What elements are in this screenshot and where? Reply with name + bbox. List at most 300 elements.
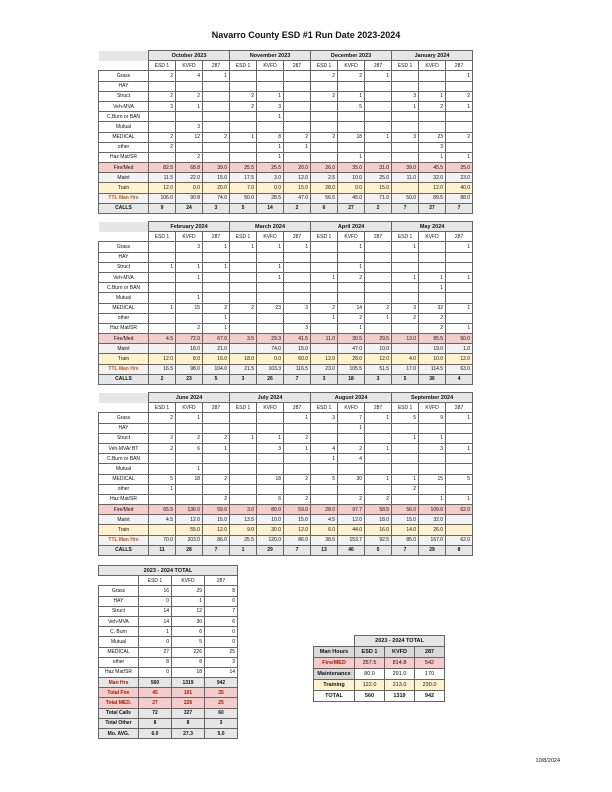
value-cell: 136.0 xyxy=(176,505,203,515)
value-cell: 1 xyxy=(338,262,365,272)
value-cell xyxy=(446,464,473,474)
value-cell: 59.0 xyxy=(284,505,311,515)
value-cell: 2 xyxy=(149,71,176,81)
value-cell: 45 xyxy=(139,688,172,698)
table-row xyxy=(99,193,473,203)
unit-header: KVFD xyxy=(385,647,415,658)
value-cell xyxy=(284,423,311,433)
corner-cell xyxy=(99,51,149,61)
value-cell xyxy=(203,142,230,152)
corner-cell xyxy=(99,403,149,413)
value-cell xyxy=(176,423,203,433)
value-cell xyxy=(446,515,473,525)
table-row xyxy=(99,586,238,596)
value-cell: 60.0 xyxy=(284,354,311,364)
value-cell: 1 xyxy=(203,242,230,252)
value-cell: 26.0 xyxy=(311,163,338,173)
table-row xyxy=(99,688,238,698)
value-cell xyxy=(203,283,230,293)
row-label: MEDICAL xyxy=(99,132,149,142)
value-cell: 1 xyxy=(284,413,311,423)
value-cell: 86.0 xyxy=(203,535,230,545)
month-header: December 2023 xyxy=(311,51,392,61)
value-cell xyxy=(446,423,473,433)
value-cell: 2 xyxy=(176,152,203,162)
unit-header: 287 xyxy=(446,61,473,71)
value-cell: 15.0 xyxy=(284,183,311,193)
value-cell xyxy=(446,313,473,323)
value-cell xyxy=(446,252,473,262)
value-cell: 18 xyxy=(338,132,365,142)
value-cell: 230.0 xyxy=(415,680,445,691)
row-label: HAY xyxy=(99,596,139,606)
month-header: May 2024 xyxy=(392,222,473,232)
table-row xyxy=(99,183,473,193)
value-cell: 104.0 xyxy=(203,364,230,374)
unit-header: 287 xyxy=(446,403,473,413)
value-cell xyxy=(446,262,473,272)
year-total-title: 2023 - 2024 TOTAL xyxy=(99,566,238,576)
value-cell: 4.0 xyxy=(392,354,419,364)
table-row xyxy=(99,657,238,667)
value-cell: 14 xyxy=(257,203,284,213)
row-label: Fire/Med xyxy=(99,505,149,515)
value-cell: 56.5 xyxy=(311,193,338,203)
value-cell: 5 xyxy=(203,374,230,384)
table-row xyxy=(99,729,238,739)
value-cell xyxy=(230,423,257,433)
value-cell: 1 xyxy=(392,433,419,443)
value-cell: 15.0 xyxy=(392,515,419,525)
table-row xyxy=(99,505,473,515)
value-cell: 50.0 xyxy=(230,193,257,203)
table-row xyxy=(99,344,473,354)
corner-cell xyxy=(99,222,149,232)
value-cell: 1 xyxy=(257,242,284,252)
value-cell xyxy=(230,323,257,333)
value-cell: 9 xyxy=(149,203,176,213)
value-cell xyxy=(284,112,311,122)
value-cell: 2 xyxy=(230,91,257,101)
value-cell: 6.0 xyxy=(139,729,172,739)
value-cell: 40.0 xyxy=(446,183,473,193)
value-cell: 2 xyxy=(149,142,176,152)
unit-header: ESD 1 xyxy=(139,576,172,586)
value-cell: 3 xyxy=(176,122,203,132)
value-cell: 7 xyxy=(203,545,230,555)
value-cell: 32.0 xyxy=(419,515,446,525)
value-cell: 8 xyxy=(446,545,473,555)
value-cell xyxy=(392,454,419,464)
value-cell: 19.0 xyxy=(419,344,446,354)
table-row xyxy=(99,616,238,626)
value-cell: 27.3 xyxy=(172,729,205,739)
value-cell xyxy=(176,142,203,152)
value-cell xyxy=(311,433,338,443)
value-cell: 3 xyxy=(205,718,238,728)
value-cell xyxy=(338,81,365,91)
value-cell xyxy=(365,152,392,162)
value-cell: 18 xyxy=(176,474,203,484)
value-cell xyxy=(311,423,338,433)
value-cell xyxy=(284,91,311,101)
month-block-1 xyxy=(98,50,473,214)
value-cell: 12.0 xyxy=(203,525,230,535)
corner-cell xyxy=(99,232,149,242)
value-cell: 1 xyxy=(392,242,419,252)
value-cell xyxy=(392,122,419,132)
value-cell xyxy=(365,484,392,494)
value-cell xyxy=(284,81,311,91)
value-cell: 1 xyxy=(338,242,365,252)
value-cell: 2 xyxy=(365,303,392,313)
value-cell: 291.0 xyxy=(385,669,415,680)
value-cell xyxy=(257,413,284,423)
value-cell: 30 xyxy=(172,616,205,626)
value-cell xyxy=(284,152,311,162)
value-cell: 1 xyxy=(338,323,365,333)
value-cell: 1 xyxy=(257,142,284,152)
value-cell xyxy=(203,112,230,122)
value-cell xyxy=(149,423,176,433)
value-cell: 18.0 xyxy=(230,354,257,364)
month-block-3 xyxy=(98,392,473,556)
value-cell: 60 xyxy=(205,708,238,718)
value-cell xyxy=(284,101,311,111)
value-cell: 39.0 xyxy=(203,163,230,173)
value-cell: 122.0 xyxy=(355,680,385,691)
table-row xyxy=(99,413,473,423)
row-label: Total Other xyxy=(99,718,139,728)
value-cell: 2 xyxy=(419,101,446,111)
value-cell: 16 xyxy=(139,586,172,596)
value-cell xyxy=(446,122,473,132)
table-row xyxy=(99,112,473,122)
table-row xyxy=(99,173,473,183)
value-cell xyxy=(149,112,176,122)
value-cell: 2 xyxy=(446,132,473,142)
value-cell: 29 xyxy=(257,545,284,555)
table-row xyxy=(99,283,473,293)
value-cell xyxy=(392,283,419,293)
value-cell: 1 xyxy=(392,474,419,484)
unit-header: KVFD xyxy=(176,403,203,413)
value-cell: 2 xyxy=(203,433,230,443)
value-cell: 98.0 xyxy=(176,364,203,374)
row-label: Veh-MVA/ BT xyxy=(99,443,149,453)
value-cell: 0 xyxy=(205,596,238,606)
value-cell xyxy=(446,293,473,303)
value-cell: 1 xyxy=(284,242,311,252)
value-cell xyxy=(419,242,446,252)
table-row xyxy=(99,718,238,728)
value-cell: 560 xyxy=(139,678,172,688)
value-cell: 23.0 xyxy=(446,173,473,183)
value-cell: 11.5 xyxy=(149,173,176,183)
value-cell: 109.0 xyxy=(419,505,446,515)
value-cell xyxy=(392,293,419,303)
value-cell xyxy=(446,525,473,535)
value-cell xyxy=(230,71,257,81)
value-cell xyxy=(419,423,446,433)
value-cell xyxy=(230,293,257,303)
value-cell xyxy=(419,484,446,494)
value-cell: 2 xyxy=(311,71,338,81)
value-cell: 1 xyxy=(446,413,473,423)
row-label: Total Calls xyxy=(99,708,139,718)
table-row xyxy=(99,272,473,282)
row-label: TTL Man Hrs xyxy=(99,193,149,203)
value-cell xyxy=(365,242,392,252)
table-row xyxy=(99,81,473,91)
value-cell: 1 xyxy=(203,71,230,81)
row-label: Haz Mat/SR xyxy=(99,152,149,162)
month-header: September 2024 xyxy=(392,393,473,403)
table-row xyxy=(99,545,473,555)
value-cell: 25.0 xyxy=(446,163,473,173)
value-cell: 6 xyxy=(311,203,338,213)
value-cell xyxy=(365,293,392,303)
unit-header: ESD 1 xyxy=(149,403,176,413)
value-cell: 1 xyxy=(446,71,473,81)
value-cell xyxy=(419,262,446,272)
value-cell: 2 xyxy=(284,494,311,504)
value-cell: 20.0 xyxy=(284,163,311,173)
value-cell xyxy=(230,283,257,293)
value-cell: 70.0 xyxy=(149,535,176,545)
row-label: Haz Mat/SR xyxy=(99,323,149,333)
value-cell xyxy=(203,272,230,282)
value-cell: 5 xyxy=(446,474,473,484)
value-cell: 4 xyxy=(176,71,203,81)
table-row xyxy=(99,354,473,364)
row-label: Fire/MED xyxy=(314,658,355,669)
value-cell xyxy=(257,81,284,91)
value-cell: 2 xyxy=(149,433,176,443)
value-cell xyxy=(392,81,419,91)
value-cell: 14 xyxy=(139,616,172,626)
row-label: Train xyxy=(99,183,149,193)
value-cell: 1 xyxy=(257,152,284,162)
unit-header: KVFD xyxy=(257,61,284,71)
value-cell: 3.5 xyxy=(230,334,257,344)
value-cell: 62.0 xyxy=(446,505,473,515)
value-cell: 2 xyxy=(311,132,338,142)
value-cell: 8 xyxy=(172,718,205,728)
value-cell: 1 xyxy=(311,454,338,464)
value-cell: 2.5 xyxy=(311,173,338,183)
value-cell: 25.0 xyxy=(365,173,392,183)
value-cell: 10.0 xyxy=(257,515,284,525)
unit-header: ESD 1 xyxy=(355,647,385,658)
value-cell: 2 xyxy=(284,203,311,213)
table-row xyxy=(99,163,473,173)
value-cell: 1 xyxy=(446,242,473,252)
unit-header: KVFD xyxy=(257,403,284,413)
value-cell: 1 xyxy=(203,323,230,333)
value-cell: 6 xyxy=(176,443,203,453)
value-cell xyxy=(365,142,392,152)
value-cell xyxy=(149,81,176,91)
unit-header: 287 xyxy=(284,232,311,242)
value-cell: 3.0 xyxy=(257,173,284,183)
value-cell: 1 xyxy=(203,313,230,323)
value-cell: 1319 xyxy=(172,678,205,688)
value-cell: 1 xyxy=(365,313,392,323)
value-cell xyxy=(446,433,473,443)
value-cell xyxy=(149,283,176,293)
unit-header: 287 xyxy=(203,232,230,242)
value-cell: 3 xyxy=(149,101,176,111)
value-cell xyxy=(365,283,392,293)
unit-header: ESD 1 xyxy=(392,61,419,71)
value-cell xyxy=(149,272,176,282)
value-cell xyxy=(338,283,365,293)
unit-header: ESD 1 xyxy=(149,232,176,242)
value-cell: 58.5 xyxy=(365,505,392,515)
value-cell: 59.0 xyxy=(203,505,230,515)
unit-header: 287 xyxy=(203,61,230,71)
value-cell xyxy=(311,293,338,303)
value-cell: 3 xyxy=(284,303,311,313)
unit-header: 287 xyxy=(415,647,445,658)
value-cell: 2 xyxy=(338,443,365,453)
value-cell: 30.0 xyxy=(257,525,284,535)
row-label: TTL Man Hrs xyxy=(99,364,149,374)
value-cell: 6 xyxy=(257,494,284,504)
value-cell xyxy=(311,484,338,494)
row-label: MEDICAL xyxy=(99,474,149,484)
value-cell xyxy=(203,464,230,474)
value-cell xyxy=(392,71,419,81)
value-cell: 8 xyxy=(172,657,205,667)
value-cell: 85.5 xyxy=(419,334,446,344)
table-row xyxy=(99,262,473,272)
value-cell: 5 xyxy=(172,637,205,647)
page-title: Navarro County ESD #1 Run Date 2023-2024 xyxy=(211,30,401,40)
value-cell xyxy=(257,313,284,323)
value-cell: 51.5 xyxy=(365,364,392,374)
value-cell: 14 xyxy=(139,606,172,616)
value-cell xyxy=(203,101,230,111)
table-row xyxy=(99,152,473,162)
table-row xyxy=(314,669,445,680)
value-cell: 89.5 xyxy=(419,193,446,203)
row-label: Grass xyxy=(99,71,149,81)
value-cell xyxy=(149,494,176,504)
value-cell xyxy=(419,252,446,262)
value-cell xyxy=(257,122,284,132)
value-cell: 88.0 xyxy=(446,193,473,203)
value-cell xyxy=(176,313,203,323)
table-row xyxy=(99,313,473,323)
value-cell xyxy=(365,81,392,91)
value-cell xyxy=(311,112,338,122)
value-cell: 1 xyxy=(203,262,230,272)
value-cell: 2 xyxy=(392,313,419,323)
value-cell xyxy=(446,142,473,152)
value-cell: 1 xyxy=(392,272,419,282)
value-cell: 2 xyxy=(149,91,176,101)
value-cell xyxy=(230,112,257,122)
value-cell xyxy=(257,323,284,333)
value-cell: 120.0 xyxy=(257,535,284,545)
row-label: HAY xyxy=(99,423,149,433)
value-cell: 12.0 xyxy=(176,515,203,525)
value-cell: 35 xyxy=(205,688,238,698)
value-cell: 1 xyxy=(338,152,365,162)
value-cell: 1 xyxy=(419,272,446,282)
row-label: Mutual xyxy=(99,464,149,474)
value-cell: 1 xyxy=(419,91,446,101)
value-cell xyxy=(311,81,338,91)
value-cell xyxy=(392,112,419,122)
value-cell xyxy=(365,272,392,282)
month-header: November 2023 xyxy=(230,51,311,61)
value-cell xyxy=(284,464,311,474)
value-cell: 13.0 xyxy=(392,334,419,344)
table-row xyxy=(99,423,473,433)
value-cell: 3 xyxy=(392,91,419,101)
row-label: Man Hrs xyxy=(99,678,139,688)
value-cell: 1 xyxy=(139,627,172,637)
value-cell xyxy=(149,323,176,333)
value-cell: 97.7 xyxy=(338,505,365,515)
value-cell xyxy=(149,464,176,474)
value-cell: 3 xyxy=(230,374,257,384)
value-cell xyxy=(284,122,311,132)
row-label: MEDICAL xyxy=(99,647,139,657)
value-cell: 1 xyxy=(419,283,446,293)
value-cell: 1 xyxy=(365,443,392,453)
value-cell: 1 xyxy=(419,152,446,162)
value-cell: 32.0 xyxy=(419,173,446,183)
value-cell: 2 xyxy=(284,474,311,484)
man-hours-total-table xyxy=(313,635,445,702)
value-cell: 2 xyxy=(203,474,230,484)
value-cell: 106.0 xyxy=(149,193,176,203)
row-label: Train xyxy=(99,354,149,364)
value-cell: 29.3 xyxy=(257,334,284,344)
value-cell: 6.0 xyxy=(311,525,338,535)
value-cell xyxy=(446,484,473,494)
row-label: other xyxy=(99,657,139,667)
value-cell xyxy=(203,91,230,101)
unit-header: ESD 1 xyxy=(311,232,338,242)
row-label: Mo. AVG. xyxy=(99,729,139,739)
value-cell xyxy=(257,71,284,81)
value-cell xyxy=(365,262,392,272)
value-cell: 12.0 xyxy=(149,183,176,193)
value-cell xyxy=(365,91,392,101)
value-cell: 72 xyxy=(139,708,172,718)
value-cell: 0.0 xyxy=(257,354,284,364)
value-cell: 1 xyxy=(446,152,473,162)
table-row xyxy=(99,142,473,152)
value-cell xyxy=(311,344,338,354)
value-cell xyxy=(230,142,257,152)
value-cell: 2 xyxy=(176,323,203,333)
table-row xyxy=(99,443,473,453)
value-cell: 39.0 xyxy=(392,163,419,173)
table-row xyxy=(99,334,473,344)
value-cell: 4.5 xyxy=(311,515,338,525)
value-cell: 12 xyxy=(172,606,205,616)
value-cell xyxy=(257,252,284,262)
value-cell: 29.5 xyxy=(365,334,392,344)
value-cell: 1.0 xyxy=(446,344,473,354)
value-cell xyxy=(365,454,392,464)
